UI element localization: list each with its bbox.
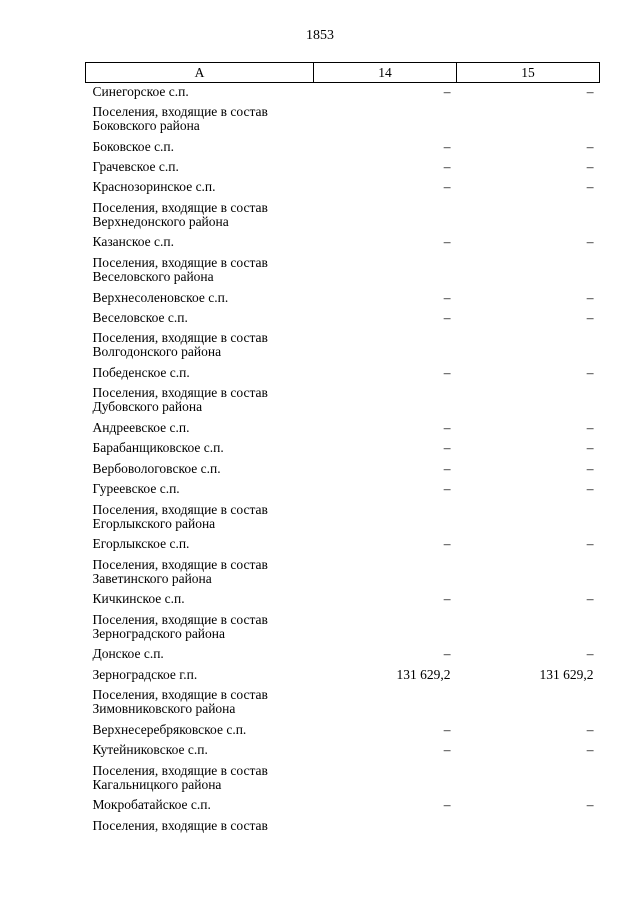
value-col-15: [457, 384, 600, 419]
settlement-name: Мокробатайское с.п.: [92, 797, 211, 813]
value-col-15: –: [586, 460, 594, 476]
district-heading: Поселения, входящие в состав Заветинского района: [92, 556, 268, 586]
settlement-name: Краснозоринское с.п.: [92, 179, 216, 195]
settlement-row: [86, 666, 600, 686]
value-col-14: –: [443, 591, 451, 607]
settlement-row: [86, 817, 600, 837]
value-col-14: –: [443, 646, 451, 662]
column-header-15: 15: [457, 63, 600, 83]
district-heading-row: [86, 329, 600, 364]
settlement-row: [86, 535, 600, 555]
value-col-15: –: [586, 440, 594, 456]
value-col-14: [314, 686, 457, 721]
value-col-14: –: [443, 158, 451, 174]
value-col-15: –: [586, 420, 594, 436]
settlement-name: Грачевское с.п.: [92, 158, 179, 174]
value-col-14: [314, 817, 457, 837]
settlement-row: [86, 309, 600, 329]
value-col-14: –: [443, 309, 451, 325]
district-heading: Поселения, входящие в состав Егорлыкского района: [92, 501, 268, 531]
value-col-15: –: [586, 797, 594, 813]
district-heading-row: [86, 384, 600, 419]
value-col-15: –: [586, 742, 594, 758]
data-table: [85, 62, 600, 837]
district-heading: Поселения, входящие в состав Дубовского района: [92, 385, 268, 415]
district-heading-row: [86, 103, 600, 138]
value-col-15: 131 629,2: [539, 666, 594, 682]
value-col-15: –: [586, 138, 594, 154]
settlement-name: Кичкинское с.п.: [92, 591, 185, 607]
value-col-15: [457, 686, 600, 721]
value-col-14: –: [443, 536, 451, 552]
settlement-row: [86, 364, 600, 384]
value-col-15: –: [586, 179, 594, 195]
settlement-row: [86, 590, 600, 610]
settlement-name: Веселовское с.п.: [92, 309, 188, 325]
value-col-15: [457, 556, 600, 591]
value-col-15: –: [586, 84, 594, 99]
value-col-14: –: [443, 84, 451, 99]
value-col-15: –: [586, 289, 594, 305]
value-col-15: [457, 611, 600, 646]
value-col-14: [314, 501, 457, 536]
settlement-name: Гуреевское с.п.: [92, 481, 180, 497]
settlement-name: Егорлыкское с.п.: [92, 536, 190, 552]
value-col-15: –: [586, 364, 594, 380]
district-heading-row: [86, 762, 600, 797]
settlement-row: [86, 419, 600, 439]
settlement-name: Кутейниковское с.п.: [92, 742, 208, 758]
value-col-14: –: [443, 721, 451, 737]
value-col-14: [314, 611, 457, 646]
district-heading: Поселения, входящие в состав Зерноградского района: [92, 611, 268, 641]
value-col-15: –: [586, 646, 594, 662]
district-heading-row: [86, 199, 600, 234]
value-col-14: [314, 329, 457, 364]
value-col-14: 131 629,2: [396, 666, 451, 682]
value-col-14: –: [443, 420, 451, 436]
value-col-14: –: [443, 364, 451, 380]
settlement-row: [86, 480, 600, 500]
value-col-15: [457, 329, 600, 364]
settlement-name: Зерноградское г.п.: [92, 666, 198, 682]
value-col-15: –: [586, 234, 594, 250]
district-heading: Поселения, входящие в состав Волгодонского района: [92, 330, 268, 360]
value-col-15: –: [586, 591, 594, 607]
settlement-row: [86, 460, 600, 480]
district-heading: Поселения, входящие в состав Веселовского района: [92, 254, 268, 284]
table-body: [86, 83, 600, 838]
value-col-15: –: [586, 721, 594, 737]
district-heading-row: [86, 556, 600, 591]
value-col-14: –: [443, 289, 451, 305]
value-col-15: –: [586, 481, 594, 497]
value-col-14: [314, 103, 457, 138]
settlement-row: [86, 741, 600, 761]
district-heading-row: [86, 611, 600, 646]
settlement-row: [86, 158, 600, 178]
settlement-name: Победенское с.п.: [92, 364, 190, 380]
value-col-14: [314, 556, 457, 591]
value-col-14: [314, 199, 457, 234]
value-col-14: –: [443, 797, 451, 813]
value-col-14: –: [443, 234, 451, 250]
district-heading: Поселения, входящие в состав Верхнедонского района: [92, 199, 268, 229]
value-col-15: [457, 817, 600, 837]
value-col-15: [457, 762, 600, 797]
settlement-row: [86, 83, 600, 103]
settlement-name: Донское с.п.: [92, 646, 164, 662]
district-heading-row: [86, 254, 600, 289]
value-col-15: [457, 103, 600, 138]
value-col-15: [457, 254, 600, 289]
settlement-row: [86, 233, 600, 253]
value-col-14: –: [443, 460, 451, 476]
settlement-name: Казанское с.п.: [92, 234, 174, 250]
value-col-14: –: [443, 742, 451, 758]
settlement-row: [86, 138, 600, 158]
settlement-name: Синегорское с.п.: [92, 84, 189, 99]
settlement-row: [86, 796, 600, 816]
settlement-row: [86, 721, 600, 741]
settlement-row: [86, 289, 600, 309]
settlement-name: Боковское с.п.: [92, 138, 175, 154]
value-col-14: –: [443, 179, 451, 195]
value-col-15: –: [586, 309, 594, 325]
value-col-15: [457, 199, 600, 234]
district-heading: Поселения, входящие в состав Зимовниковского района: [92, 687, 268, 717]
column-header-14: 14: [314, 63, 457, 83]
value-col-14: [314, 762, 457, 797]
value-col-15: –: [586, 536, 594, 552]
settlement-name: Андреевское с.п.: [92, 420, 190, 436]
settlement-name: Поселения, входящие в состав: [92, 817, 268, 833]
district-heading: Поселения, входящие в состав Кагальницкого района: [92, 762, 268, 792]
table-header-row: [86, 63, 600, 83]
district-heading: Поселения, входящие в состав Боковского района: [92, 103, 268, 133]
district-heading-row: [86, 686, 600, 721]
column-header-a: А: [86, 63, 314, 83]
value-col-14: –: [443, 440, 451, 456]
settlement-row: [86, 178, 600, 198]
value-col-14: –: [443, 138, 451, 154]
value-col-14: [314, 254, 457, 289]
value-col-15: [457, 501, 600, 536]
value-col-15: –: [586, 158, 594, 174]
settlement-name: Верхнесоленовское с.п.: [92, 289, 229, 305]
settlement-row: [86, 439, 600, 459]
settlement-row: [86, 645, 600, 665]
page-number: 1853: [306, 28, 334, 43]
settlement-name: Верхнесеребряковское с.п.: [92, 721, 247, 737]
district-heading-row: [86, 501, 600, 536]
value-col-14: [314, 384, 457, 419]
settlement-name: Вербовологовское с.п.: [92, 460, 221, 476]
settlement-name: Барабанщиковское с.п.: [92, 440, 224, 456]
value-col-14: –: [443, 481, 451, 497]
